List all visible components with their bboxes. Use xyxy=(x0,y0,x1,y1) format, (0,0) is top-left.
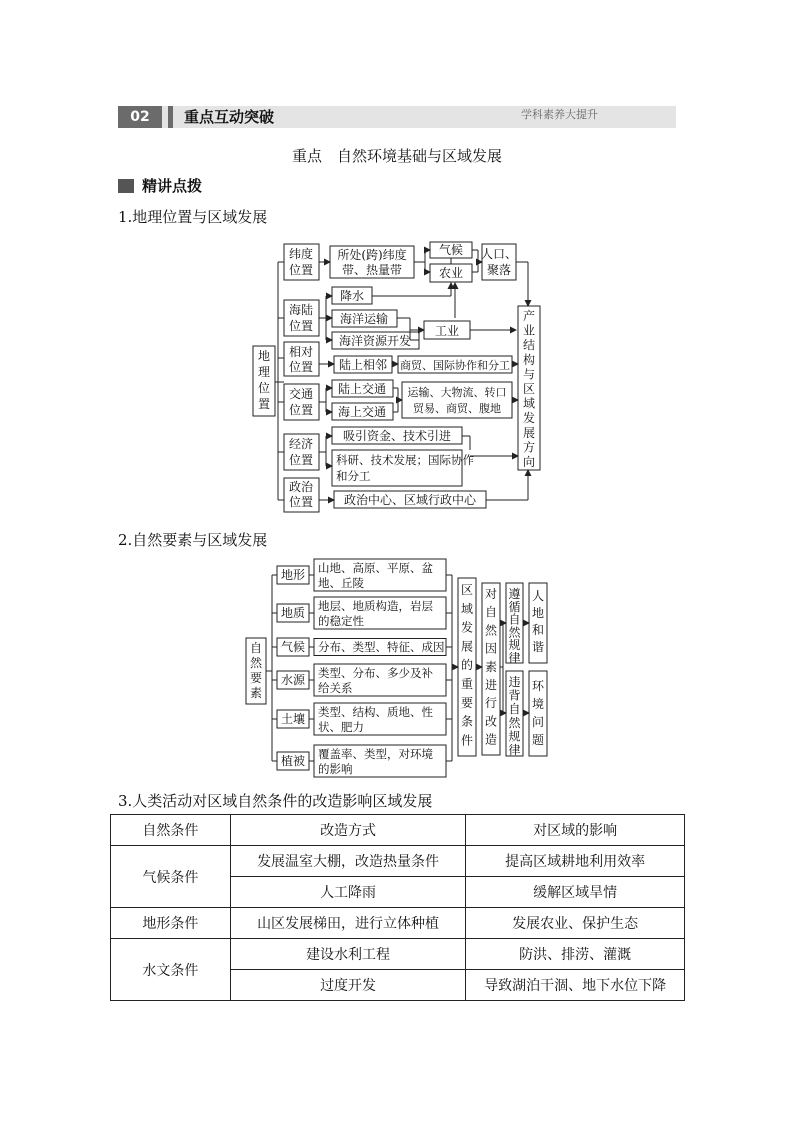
table-row xyxy=(111,846,685,877)
svg-text:类型、结构、质地、性状、肥力 xyxy=(318,705,433,734)
d1-right-char: 产 xyxy=(522,309,536,323)
d1-zhengzhi-zhongxin: 政治中心、区域行政中心 xyxy=(343,493,477,507)
d2-item-desc: 状、肥力 xyxy=(318,720,364,734)
d2-weibei-char: 规 xyxy=(508,729,521,744)
d2-gaizao-char: 然 xyxy=(484,623,498,638)
d1-root-2: 理 xyxy=(257,365,271,379)
d2-cond-char: 域 xyxy=(460,601,474,616)
table-cell: 发展农业、保护生态 xyxy=(466,908,685,939)
d1-root-3: 位 xyxy=(257,381,271,395)
d1-suochu-2: 带、热量带 xyxy=(341,263,403,277)
d1-yunshu-1: 运输、大物流、转口 xyxy=(407,386,507,399)
d1-right-char: 展 xyxy=(522,425,536,440)
subheading-3: 3.人类活动对区域自然条件的改造影响区域发展 xyxy=(118,792,433,810)
d2-item-name: 气候 xyxy=(280,640,306,654)
d2-cond-char: 要 xyxy=(460,695,474,710)
d1-right-char: 方 xyxy=(522,440,536,455)
d2-gaizao-char: 对 xyxy=(484,587,498,601)
d2-cond-char: 区 xyxy=(460,583,474,597)
d2-item-desc: 地、丘陵 xyxy=(318,576,364,590)
d1-lushang-jiaotong: 陆上交通 xyxy=(337,382,387,396)
table-header: 对区域的影响 xyxy=(466,815,685,846)
d2-cond-char: 条 xyxy=(460,714,474,729)
d2-item-name: 植被 xyxy=(280,754,306,768)
table-cell: 发展温室大棚，改造热量条件 xyxy=(230,846,466,877)
d2-gaizao-char: 因 xyxy=(484,641,498,656)
d2-item-desc: 给关系 xyxy=(318,681,353,695)
d2-zunxun-char: 然 xyxy=(508,625,521,640)
d1-hailu-1: 海陆 xyxy=(288,303,314,317)
table-cell: 山区发展梯田，进行立体种植 xyxy=(230,908,466,939)
d1-haiyang-ziyuan: 海洋资源开发 xyxy=(338,334,412,348)
d2-wenti-char: 题 xyxy=(531,733,545,747)
svg-text:人地和谐 xyxy=(532,589,544,654)
d2-item-desc: 类型、结构、质地、性 xyxy=(318,705,433,719)
d1-renkou-1: 人口、 xyxy=(480,247,518,261)
d1-zhengzhi-1: 政治 xyxy=(288,480,314,494)
transformation-table xyxy=(110,814,685,1001)
d2-item-name: 土壤 xyxy=(280,712,306,726)
table-row xyxy=(111,939,685,970)
d2-wenti-char: 问 xyxy=(531,715,545,729)
d1-keyan-2: 和分工 xyxy=(336,469,371,483)
svg-text:分布、类型、特征、成因 xyxy=(318,640,445,654)
d2-item-desc: 覆盖率、类型，对环境 xyxy=(318,747,433,761)
d2-gaizao-char: 素 xyxy=(484,659,498,674)
d2-cond-char: 的 xyxy=(460,658,474,673)
d1-gongye: 工业 xyxy=(434,324,460,338)
d2-root-1: 自 xyxy=(249,641,263,655)
d1-haishang-jiaotong: 海上交通 xyxy=(337,405,387,419)
d2-root-3: 要 xyxy=(249,671,263,685)
d2-cond-char: 件 xyxy=(460,733,474,748)
d2-wenti-char: 环 xyxy=(531,679,545,693)
d2-item-name: 地形 xyxy=(280,568,306,582)
table-cell: 提高区域耕地利用效率 xyxy=(466,846,685,877)
d2-hexie-char: 和 xyxy=(531,623,545,637)
d1-lushang-xianglin: 陆上相邻 xyxy=(338,358,388,372)
d1-right-char: 业 xyxy=(522,323,536,338)
banner-slogan: 学科素养大提升 xyxy=(521,108,598,121)
d1-right-char: 发 xyxy=(522,411,536,426)
section-number: 02 xyxy=(118,106,162,128)
table-header: 改造方式 xyxy=(230,815,466,846)
d1-right-char: 结 xyxy=(522,338,536,353)
subheading-1: 1.地理位置与区域发展 xyxy=(118,208,268,226)
d2-gaizao-char: 行 xyxy=(484,696,498,711)
d2-weibei-char: 违 xyxy=(508,675,521,689)
d1-jingji-2: 位置 xyxy=(288,453,314,467)
d1-haiyang-yunshu: 海洋运输 xyxy=(339,312,389,326)
d1-weidu-1: 纬度 xyxy=(288,247,314,261)
svg-text:类型、分布、多少及补给关系 xyxy=(318,666,433,695)
d2-item-desc: 地层、地质构造，岩层 xyxy=(318,599,433,613)
d2-weibei-char: 然 xyxy=(508,715,521,730)
d1-nongye: 农业 xyxy=(438,266,464,280)
d1-xiangdui-2: 位置 xyxy=(288,360,314,374)
d1-keyan-1: 科研、技术发展；国际协作 xyxy=(336,453,474,467)
d2-zunxun-char: 自 xyxy=(508,612,521,627)
d1-right-char: 区 xyxy=(522,382,536,396)
d2-hexie-char: 地 xyxy=(531,606,545,620)
table-row xyxy=(111,908,685,939)
d1-renkou-2: 聚落 xyxy=(486,263,512,277)
d2-zunxun-char: 遵 xyxy=(508,587,521,601)
d1-right-char: 向 xyxy=(522,455,536,469)
d2-weibei-char: 自 xyxy=(508,702,521,717)
d1-yunshu-2: 贸易、商贸、腹地 xyxy=(413,402,501,415)
svg-text:区域发展的重要条件 xyxy=(461,583,473,747)
table-cell: 人工降雨 xyxy=(230,877,466,908)
d1-jiangshui: 降水 xyxy=(339,289,365,303)
d1-weidu-2: 位置 xyxy=(288,263,314,277)
svg-text:地层、地质构造，岩层的稳定性 xyxy=(318,599,433,628)
d2-zunxun-char: 循 xyxy=(508,599,521,614)
d2-root-2: 然 xyxy=(249,656,263,670)
d1-suochu-1: 所处(跨)纬度 xyxy=(337,248,407,262)
d1-right-char: 构 xyxy=(522,352,536,367)
d2-weibei-char: 律 xyxy=(508,743,521,757)
svg-text:违背自然规律 xyxy=(508,674,521,757)
table-cell: 导致湖泊干涸、地下水位下降 xyxy=(466,970,685,1001)
table-cell: 过度开发 xyxy=(230,970,466,1001)
svg-text:自然要素 xyxy=(250,641,263,700)
table-cell: 防洪、排涝、灌溉 xyxy=(466,939,685,970)
d2-cond-char: 展 xyxy=(460,639,474,654)
d2-zunxun-char: 规 xyxy=(508,638,521,653)
table-header: 自然条件 xyxy=(111,815,231,846)
d2-cond-char: 重 xyxy=(460,677,474,691)
d2-item-desc: 山地、高原、平原、盆 xyxy=(318,561,433,575)
d1-right-char: 域 xyxy=(522,396,536,411)
subheading-2: 2.自然要素与区域发展 xyxy=(118,531,268,549)
d2-zunxun-char: 律 xyxy=(508,651,521,665)
table-cell-condition: 水文条件 xyxy=(111,939,231,1001)
d2-hexie-char: 人 xyxy=(531,589,545,603)
d1-jiaotong-2: 位置 xyxy=(288,403,314,417)
table-cell-condition: 地形条件 xyxy=(111,908,231,939)
svg-text:山地、高原、平原、盆地、丘陵 xyxy=(318,561,433,590)
d2-cond-char: 发 xyxy=(460,620,474,635)
d2-gaizao-char: 造 xyxy=(484,732,498,747)
svg-text:对自然因素进行改造 xyxy=(485,586,498,747)
svg-text:覆盖率、类型，对环境的影响 xyxy=(318,747,433,776)
svg-text:遵循自然规律 xyxy=(508,587,521,665)
d2-item-desc: 类型、分布、多少及补 xyxy=(318,666,433,680)
d1-hailu-2: 位置 xyxy=(288,319,314,333)
d1-jiaotong-1: 交通 xyxy=(288,387,314,401)
svg-text:环境问题 xyxy=(532,679,545,747)
d2-item-desc: 的稳定性 xyxy=(318,614,364,628)
d1-zhengzhi-2: 位置 xyxy=(288,495,314,509)
d2-gaizao-char: 自 xyxy=(484,605,498,620)
d2-item-desc: 分布、类型、特征、成因 xyxy=(318,640,445,654)
d2-hexie-char: 谐 xyxy=(531,640,545,654)
d1-jingji-1: 经济 xyxy=(288,437,314,451)
d2-weibei-char: 背 xyxy=(508,688,521,703)
d1-root-1: 地 xyxy=(257,349,271,363)
table-header-row xyxy=(111,815,685,846)
d1-xiangdui-1: 相对 xyxy=(288,345,314,359)
banner-title: 重点互动突破 xyxy=(184,108,275,126)
d2-root-4: 素 xyxy=(249,686,263,700)
d2-item-name: 地质 xyxy=(280,606,306,620)
table-cell-condition: 气候条件 xyxy=(111,846,231,908)
d2-item-name: 水源 xyxy=(280,673,306,687)
d2-item-desc: 的影响 xyxy=(318,762,353,776)
d2-wenti-char: 境 xyxy=(531,697,545,711)
table-cell: 建设水利工程 xyxy=(230,939,466,970)
d1-right-char: 与 xyxy=(522,367,536,382)
d1-qihou: 气候 xyxy=(438,243,464,257)
d1-xiyin: 吸引资金、技术引进 xyxy=(342,429,452,443)
d2-gaizao-char: 进 xyxy=(484,678,498,692)
d2-gaizao-char: 改 xyxy=(484,714,498,729)
table-cell: 缓解区域旱情 xyxy=(466,877,685,908)
d1-shangmao: 商贸、国际协作和分工 xyxy=(400,359,510,372)
d1-root-4: 置 xyxy=(257,397,271,411)
topic-title: 重点 自然环境基础与区域发展 xyxy=(291,147,502,165)
section-label: 精讲点拨 xyxy=(142,177,203,195)
